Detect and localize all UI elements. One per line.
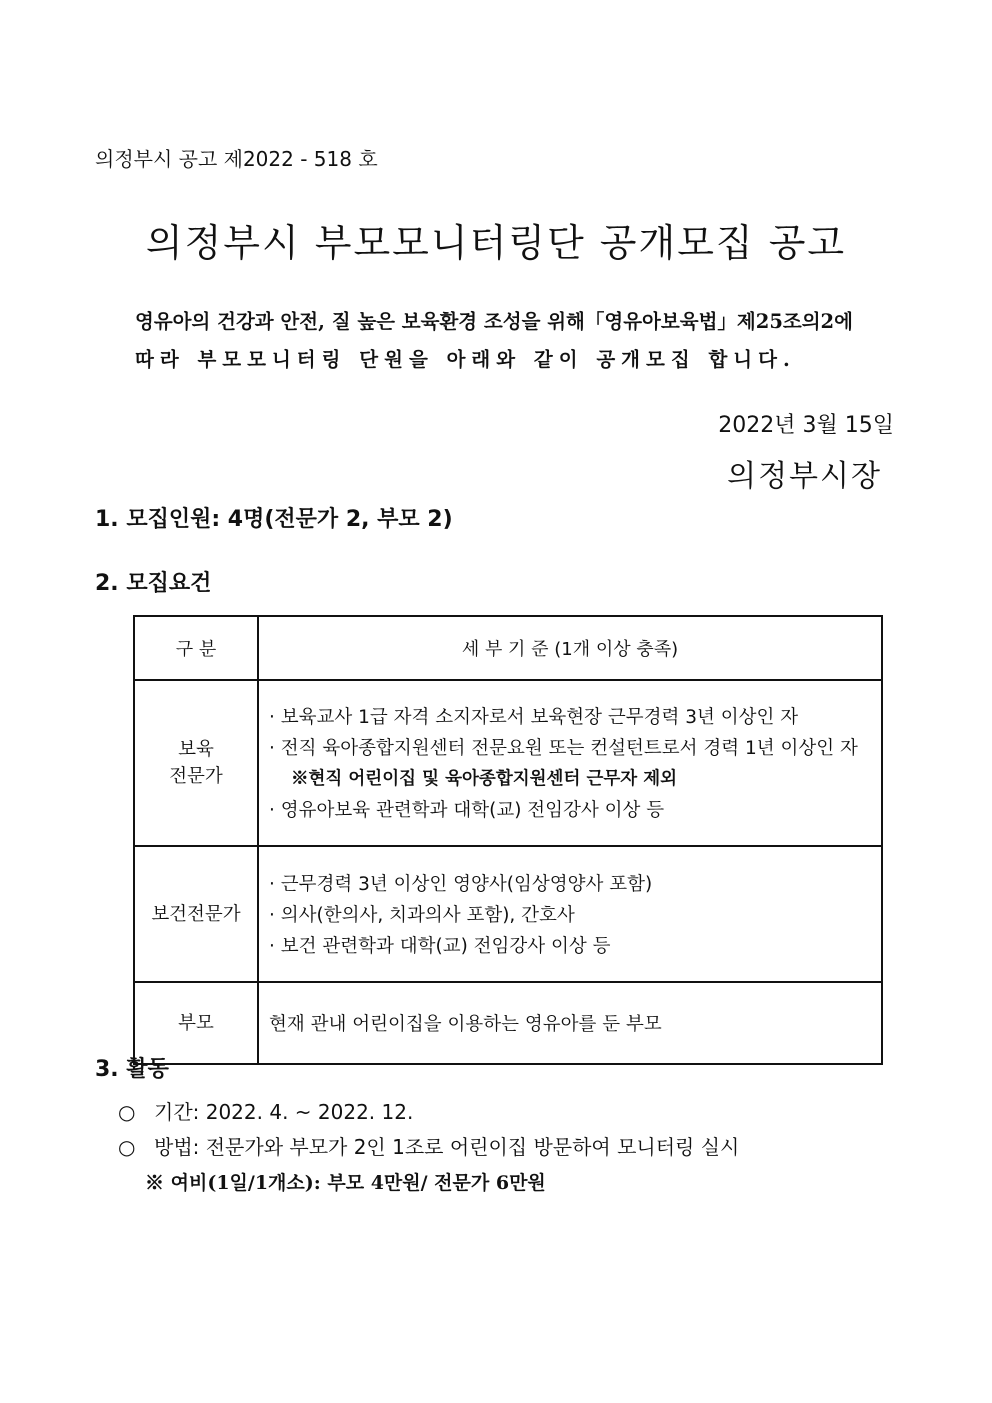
section-recruit-count: 1. 모집인원: 4명(전문가 2, 부모 2): [95, 507, 453, 532]
activity-method: [118, 1131, 739, 1160]
exclusion-note: ※현직 어린이집 및 육아종합지원센터 근무자 제외: [291, 769, 678, 789]
activity-period: [118, 1096, 413, 1125]
category-health-expert: 보건전문가: [134, 846, 258, 982]
notice-number: 의정부시 공고 제2022 - 518 호: [95, 147, 378, 171]
section-activities: 3. 활동: [95, 1057, 169, 1082]
category-childcare-expert: [134, 680, 258, 846]
list-item: · 보건 관련학과 대학(교) 전임강사 이상 등: [269, 935, 611, 957]
issuer: 의정부시장: [727, 459, 882, 494]
method-text: 방법: 전문가와 부모가 2인 1조로 어린이집 방문하여 모니터링 실시: [154, 1135, 740, 1159]
category-label: 전문가: [169, 766, 223, 787]
category-label: 보육: [178, 739, 214, 760]
category-parent: 부모: [134, 982, 258, 1064]
allowance-note: ※ 여비(1일/1개소): 부모 4만원/ 전문가 6만원: [145, 1172, 546, 1194]
intro-line-1: 영유아의 건강과 안전, 질 높은 보육환경 조성을 위해「영유아보육법」제25조의2에: [135, 310, 853, 333]
header-category: 구 분: [134, 616, 258, 680]
table-row: [134, 846, 882, 982]
notice-date: 2022년 3월 15일: [718, 413, 894, 438]
table-row: [134, 680, 882, 846]
table-row: [134, 982, 882, 1064]
circle-bullet-icon: ○: [118, 1135, 136, 1159]
list-item: · 근무경력 3년 이상인 영양사(임상영양사 포함): [269, 873, 653, 895]
table-header-row: [134, 616, 882, 680]
circle-bullet-icon: ○: [118, 1100, 136, 1124]
list-item: · 전직 육아종합지원센터 전문요원 또는 컨설턴트로서 경력 1년 이상인 자: [269, 738, 858, 759]
intro-line-2: 따라 부모모니터링 단원을 아래와 같이 공개모집 합니다.: [135, 348, 796, 371]
detail-cell: [258, 846, 882, 982]
list-item: · 영유아보육 관련학과 대학(교) 전임강사 이상 등: [269, 800, 665, 821]
detail-cell: [258, 680, 882, 846]
list-item: · 의사(한의사, 치과의사 포함), 간호사: [269, 904, 575, 926]
detail-cell: [258, 982, 882, 1064]
page-title: 의정부시 부모모니터링단 공개모집 공고: [145, 221, 847, 265]
list-item: 현재 관내 어린이집을 이용하는 영유아를 둔 부모: [269, 1013, 662, 1035]
section-requirements: 2. 모집요건: [95, 571, 212, 596]
period-text: 기간: 2022. 4. ~ 2022. 12.: [154, 1100, 414, 1124]
list-item: · 보육교사 1급 자격 소지자로서 보육현장 근무경력 3년 이상인 자: [269, 707, 799, 728]
requirements-table: [133, 615, 883, 1065]
header-detail: 세 부 기 준 (1개 이상 충족): [258, 616, 882, 680]
